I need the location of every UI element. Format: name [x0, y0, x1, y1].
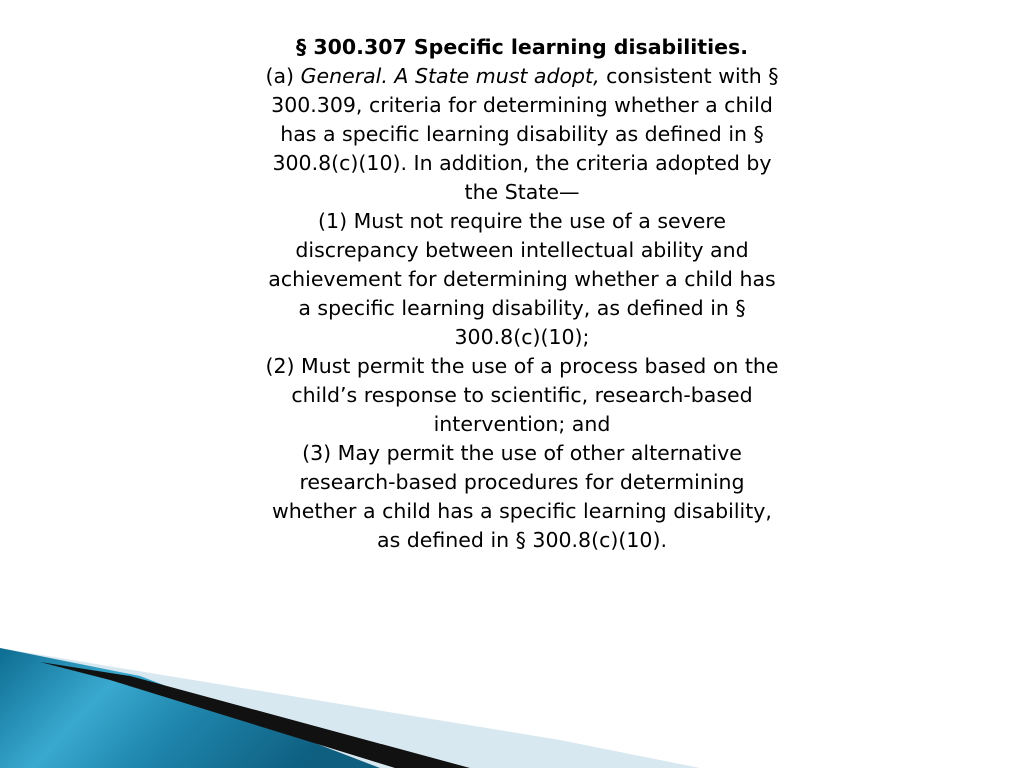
section-a-italic: General. A State must adopt, — [300, 64, 600, 88]
section-a — [262, 62, 782, 207]
section-heading: § 300.307 Specific learning disabilities. — [295, 35, 748, 59]
regulation-text — [262, 33, 782, 555]
section-a-label: (a) — [265, 64, 295, 88]
item-1: (1) Must not require the use of a severe discrepancy between intellectual ability and achievement for determining whether a child has a specific learning disability, as defined in § 300.8(c)(10); — [268, 209, 776, 349]
black-swoosh — [40, 662, 470, 768]
light-blue-band — [0, 648, 700, 768]
blue-band — [0, 648, 380, 768]
item-3: (3) May permit the use of other alternative research-based procedures for determining whether a child has a specific learning disability, as defined in § 300.8(c)(10). — [272, 441, 772, 552]
item-2: (2) Must permit the use of a process based on the child’s response to scientific, research-based intervention; and — [265, 354, 779, 436]
section-a-body: consistent with § 300.309, criteria for determining whether a child has a specific learning disability as defined in § 300.8(c)(10). In addition, the criteria adopted by the State— — [271, 64, 779, 204]
